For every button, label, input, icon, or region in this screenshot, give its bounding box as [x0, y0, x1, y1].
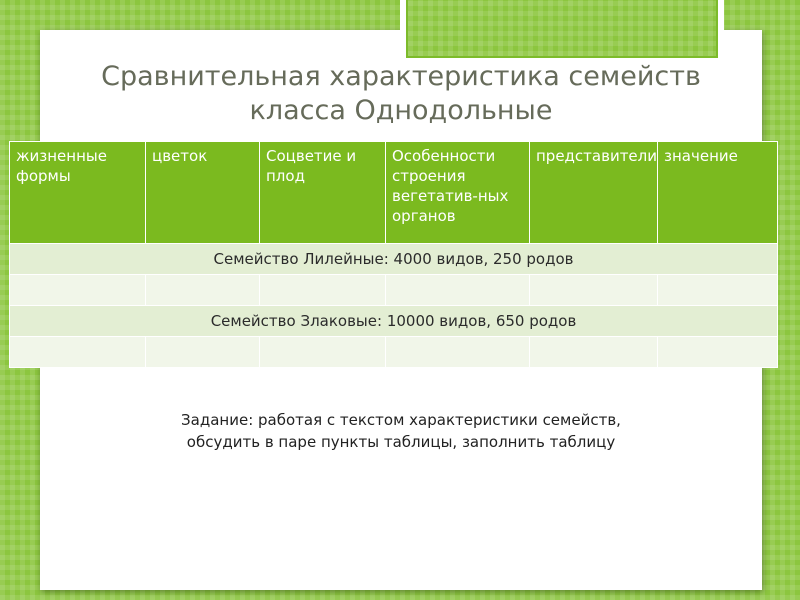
header-representatives: представители: [530, 142, 658, 244]
family-row-poaceae: [10, 306, 778, 337]
family-row-liliaceae: [10, 244, 778, 275]
header-life-forms: жизненные формы: [10, 142, 146, 244]
table-cell[interactable]: [530, 337, 658, 368]
table-cell[interactable]: [146, 275, 260, 306]
task-text-line-1: Задание: работая с текстом характеристики семейств,: [181, 411, 621, 429]
table-cell[interactable]: [260, 275, 386, 306]
task-text-line-2: обсудить в паре пункты таблицы, заполнить таблицу: [186, 433, 616, 451]
header-vegetative-organs: Особенности строения вегетатив-ных органов: [386, 142, 530, 244]
header-inflorescence-fruit: Соцветие и плод: [260, 142, 386, 244]
table-header-row: [10, 142, 778, 244]
table-cell[interactable]: [658, 337, 778, 368]
family-liliaceae-label: Семейство Лилейные: 4000 видов, 250 родов: [10, 244, 778, 275]
family-poaceae-label: Семейство Злаковые: 10000 видов, 650 родов: [10, 306, 778, 337]
slide-title-line-2: класса Однодольные: [249, 95, 553, 126]
table-cell[interactable]: [530, 275, 658, 306]
decorative-corner-tab-fill: [406, 0, 718, 58]
table-cell[interactable]: [386, 275, 530, 306]
table-cell[interactable]: [658, 275, 778, 306]
table-row: [10, 275, 778, 306]
comparison-table: [9, 141, 778, 368]
header-flower: цветок: [146, 142, 260, 244]
table-cell[interactable]: [386, 337, 530, 368]
table-cell[interactable]: [10, 337, 146, 368]
task-text: [40, 409, 762, 453]
table-cell[interactable]: [260, 337, 386, 368]
header-significance: значение: [658, 142, 778, 244]
table-row: [10, 337, 778, 368]
table-cell[interactable]: [146, 337, 260, 368]
slide-title-line-1: Сравнительная характеристика семейств: [101, 61, 701, 92]
decorative-corner-tab: [400, 0, 724, 64]
table-cell[interactable]: [10, 275, 146, 306]
slide-title: [40, 60, 762, 128]
